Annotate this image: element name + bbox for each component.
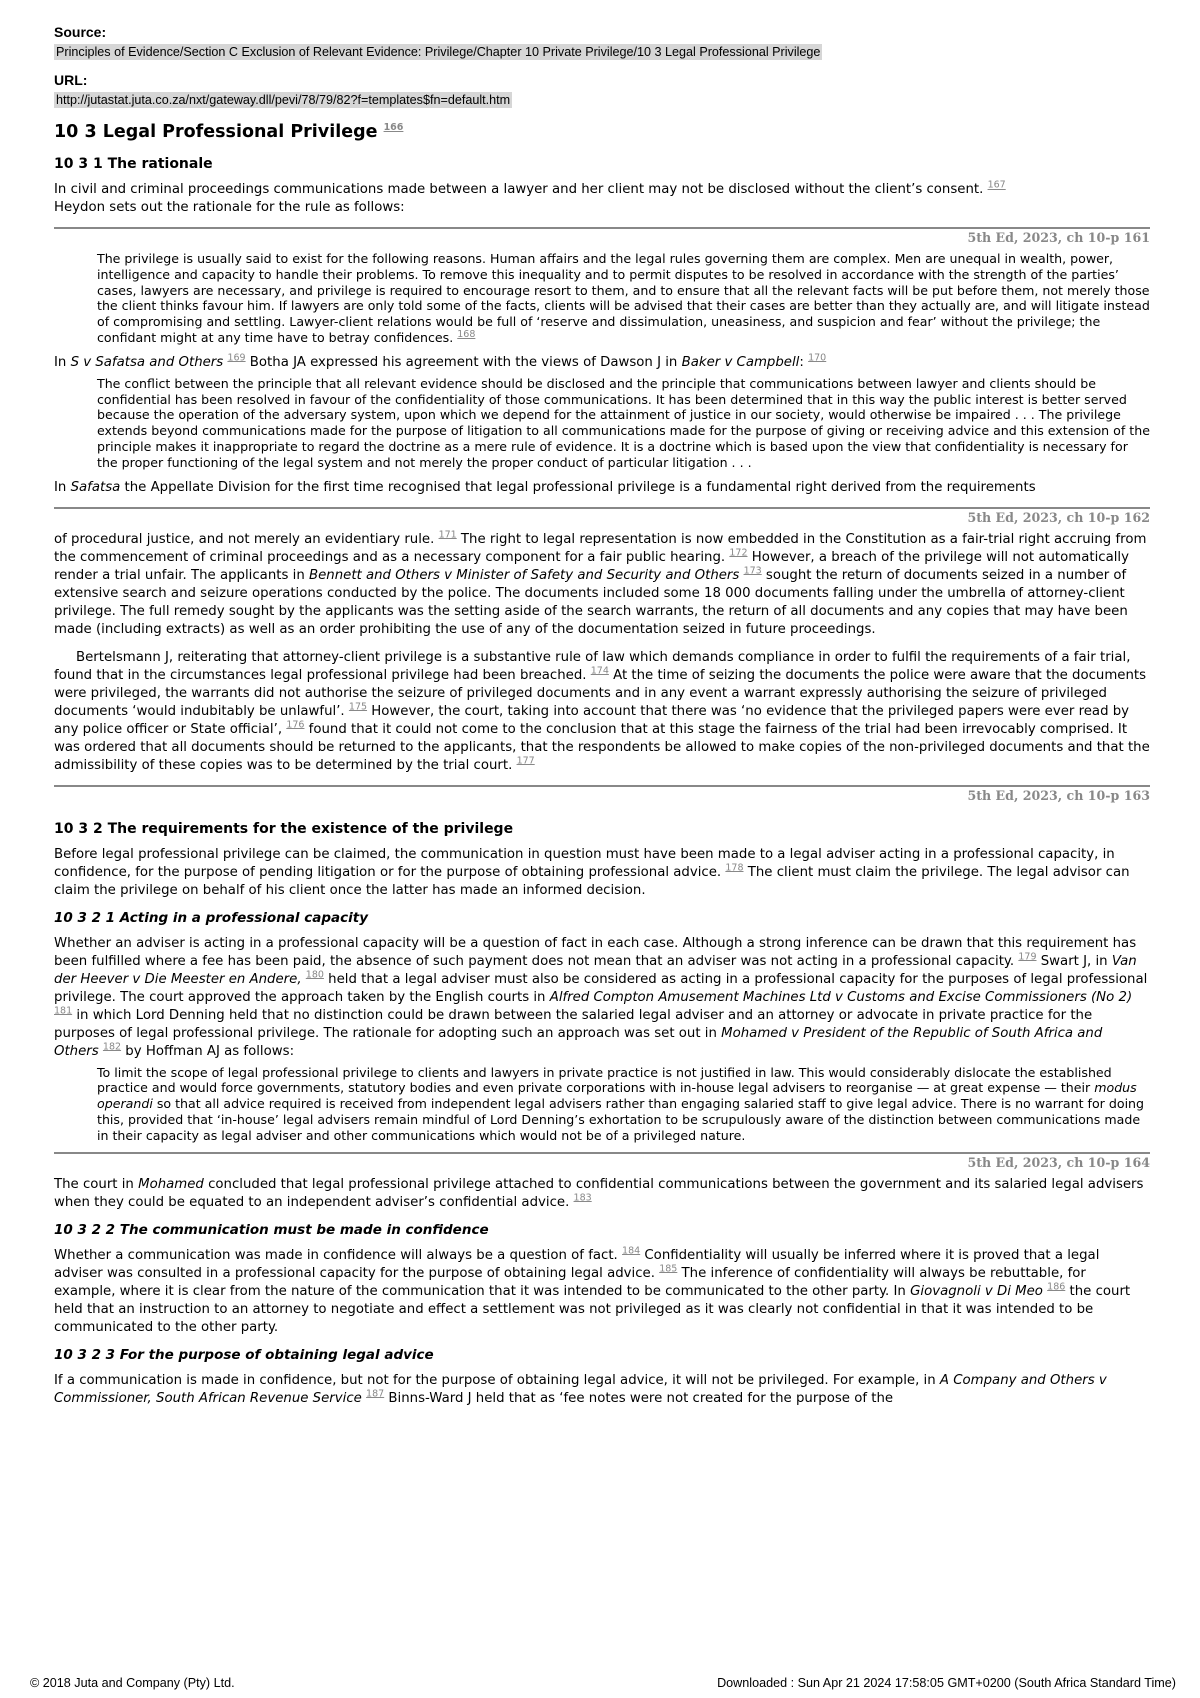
block-quote: The privilege is usually said to exist for the following reasons. Human affairs and the legal rules governing them are complex. Men are unequal in wealth, power, intelligence and capacity to handle their problems. To remove this inequality and to permit disputes to be resolved in accordance with the strength of the parties’ cases, lawyers are necessary, and privilege is required to encourage resort to them, and to ensure that all the relevant facts will be put before them, not merely those the client thinks favour him. If lawyers are only told some of the facts, clients will be advised that their cases are better than they actually are, and will litigate instead of compromising and settling. Lawyer-client relations would be full of ‘reserve and dissimulation, uneasiness, and suspicion and fear’ without the privilege; the confidant might at any time have to betray confidences. $^{168}$: [97, 251, 1150, 345]
footnote-link[interactable]: 167: [987, 179, 1006, 191]
source-label: Source:: [54, 24, 107, 40]
paragraph: If a communication is made in confidence, but not for the purpose of obtaining legal advice, it will not be privileged. For example, in A Company and Others v Commissioner, South African Revenue Service $^{187}$ Binns-Ward J held that as ‘fee notes were not created for the purpose of the: [54, 1372, 1107, 1406]
footnote-link[interactable]: 171: [438, 529, 457, 541]
footnote-link[interactable]: 184: [622, 1245, 641, 1257]
footnote-link[interactable]: 169: [227, 352, 246, 364]
page-marker: 5th Ed, 2023, ch 10-p 162: [54, 507, 1150, 525]
case-name: Mohamed v President of the Republic of South Africa and Others: [54, 1025, 1103, 1059]
case-name: Baker v Campbell: [681, 354, 800, 370]
paragraph: Before legal professional privilege can be claimed, the communication in question must have been made to a legal adviser acting in a professional capacity, in confidence, for the purpose of pending litigation or for the purpose of obtaining professional advice. $^{178}$ The client must claim the privilege. The legal advisor can claim the privilege on behalf of his client once the latter has made an informed decision.: [54, 846, 1130, 898]
copyright-notice: © 2018 Juta and Company (Pty) Ltd.: [30, 1676, 235, 1690]
download-timestamp: Downloaded : Sun Apr 21 2024 17:58:05 GMT+0200 (South Africa Standard Time): [717, 1676, 1176, 1690]
url-link[interactable]: http://jutastat.juta.co.za/nxt/gateway.dll/pevi/78/79/82?f=templates$fn=default.htm: [56, 93, 511, 107]
source-block: [54, 24, 1150, 60]
paragraph: Whether a communication was made in confidence will always be a question of fact. $^{184}$ Confidentiality will usually be inferred where it is proved that a legal adviser was consulted in a professional capacity for the purpose of obtaining legal advice. $^{185}$ The inference of confidentiality will always be rebuttable, for example, where it is clear from the nature of the communication that it was intended to be communicated to the other party. In Giovagnoli v Di Meo $^{186}$ the court held that an instruction to an attorney to negotiate and effect a settlement was not privileged as it was clearly not confidential in that it was intended to be communicated to the other party.: [54, 1245, 1131, 1335]
footnote-link[interactable]: 179: [1018, 951, 1037, 963]
subsection-heading: 10 3 2 2 The communication must be made in confidence: [54, 1221, 489, 1238]
footnote-link[interactable]: 186: [1047, 1281, 1066, 1293]
case-name: Bennett and Others v Minister of Safety and Security and Others: [308, 567, 740, 583]
footnote-link[interactable]: 166: [383, 122, 404, 134]
footnote-link[interactable]: 183: [573, 1192, 592, 1204]
case-name: Mohamed: [138, 1176, 204, 1192]
page-marker: 5th Ed, 2023, ch 10-p 163: [54, 785, 1150, 803]
footnote-link[interactable]: 177: [516, 755, 535, 767]
footnote-link[interactable]: 174: [590, 665, 609, 677]
footnote-link[interactable]: 182: [102, 1041, 122, 1053]
url-label: URL:: [54, 72, 88, 88]
footnote-link[interactable]: 168: [457, 328, 476, 340]
footnote-link[interactable]: 178: [725, 862, 744, 874]
case-name: Giovagnoli v Di Meo: [910, 1283, 1043, 1299]
block-quote: The conflict between the principle that all relevant evidence should be disclosed and the principle that communications between lawyer and clients should be confidential has been resolved in favour of the confidentiality of those communications. It has been determined that in this way the public interest is better served because the operation of the adversary system, upon which we depend for the attainment of justice in our society, would otherwise be impaired . . . The privilege extends beyond communications made for the purpose of litigation to all communications made for the purpose of giving or receiving advice and this extension of the principle makes it inappropriate to regard the doctrine as a mere rule of evidence. It is a doctrine which is based upon the view that confidentiality is necessary for the proper functioning of the legal system and not merely the proper conduct of particular litigation . . .: [97, 375, 1150, 470]
page-title: 10 3 Legal Professional Privilege $^{166}$: [54, 122, 404, 142]
footnote-link[interactable]: 176: [286, 719, 305, 731]
footnote-link[interactable]: 175: [348, 701, 368, 713]
paragraph: In civil and criminal proceedings communications made between a lawyer and her client may not be disclosed without the client’s consent. $^{167}$ Heydon sets out the rationale for the rule as follows:: [54, 179, 1006, 215]
footnote-link[interactable]: 187: [366, 1388, 385, 1400]
footnote-link[interactable]: 185: [659, 1263, 678, 1275]
section-heading: 10 3 1 The rationale: [54, 156, 213, 172]
case-name: Alfred Compton Amusement Machines Ltd v Customs and Excise Commissioners (No 2): [549, 989, 1133, 1005]
footnote-link[interactable]: 173: [743, 565, 762, 577]
footnote-link[interactable]: 170: [808, 352, 827, 364]
url-block: [54, 72, 1150, 108]
case-name: Safatsa: [70, 479, 121, 495]
case-name: Van der Heever v Die Meester en Andere,: [54, 953, 1137, 987]
page-marker: 5th Ed, 2023, ch 10-p 161: [54, 227, 1150, 245]
paragraph: Whether an adviser is acting in a professional capacity will be a question of fact in each case. Although a strong inference can be drawn that this requirement has been fulfilled where a fee has been paid, the absence of such payment does not mean that an adviser was not acting in a professional capacity. $^{179}$ Swart J, in Van der Heever v Die Meester en Andere, $^{180}$ held that a legal adviser must also be considered as acting in a professional capacity for the purposes of legal professional privilege. The court approved the approach taken by the English courts in Alfred Compton Amusement Machines Ltd v Customs and Excise Commissioners (No 2) $^{181}$ in which Lord Denning held that no distinction could be drawn between the salaried legal adviser and an attorney or advocate in private practice for the purposes of legal professional privilege. The rationale for adopting such an approach was set out in Mohamed v President of the Republic of South Africa and Others $^{182}$ by Hoffman AJ as follows:: [54, 935, 1148, 1059]
block-quote: To limit the scope of legal professional privilege to clients and lawyers in private practice is not justified in law. This would considerably dislocate the established practice and would force governments, statutory bodies and even private corporations with in-house legal advisers to reorganise — at great expense — their modus operandi so that all advice required is received from independent legal advisers rather than engaging salaried staff to give legal advice. There is no warrant for doing this, provided that ‘in-house’ legal advisers remain mindful of Lord Denning’s exhortation to be scrupulously aware of the distinction between communications made in their capacity as legal adviser and other communications which would not be of a privileged nature.: [97, 1064, 1145, 1143]
paragraph: The court in Mohamed concluded that legal professional privilege attached to confidential communications between the government and its salaried legal advisers when they could be equated to an independent adviser’s confidential advice. $^{183}$: [54, 1176, 1144, 1210]
paragraph: Bertelsmann J, reiterating that attorney-client privilege is a substantive rule of law which demands compliance in order to fulfil the requirements of a fair trial, found that in the circumstances legal professional privilege had been breached. $^{174}$ At the time of seizing the documents the police were aware that the documents were privileged, the warrants did not authorise the seizure of privileged documents and in any event a warrant expressly authorising the seizure of privileged documents ‘would indubitably be unlawful’. $^{175}$ However, the court, taking into account that there was ‘no evidence that the privileged papers were ever read by any police officer or State official’, $^{176}$ found that it could not come to the conclusion that at this stage the fairness of the trial had been irrevocably comprised. It was ordered that all documents should be returned to the applicants, that the respondents be allowed to make copies of the non-privileged documents and that the admissibility of these copies was to be determined by the trial court. $^{177}$: [54, 649, 1150, 773]
paragraph: of procedural justice, and not merely an evidentiary rule. $^{171}$ The right to legal representation is now embedded in the Constitution as a fair-trial right accruing from the commencement of criminal proceedings and as a necessary component for a fair public hearing. $^{172}$ However, a breach of the privilege will not automatically render a trial unfair. The applicants in Bennett and Others v Minister of Safety and Security and Others $^{173}$ sought the return of documents seized in a number of extensive search and seizure operations conducted by the police. The documents included some 18 000 documents falling under the umbrella of attorney-client privilege. The full remedy sought by the applicants was the setting aside of the search warrants, the return of all documents and any copies that may have been made (including extracts) as well as an order prohibiting the use of any of the documentation seized in future proceedings.: [54, 529, 1147, 637]
subsection-heading: 10 3 2 1 Acting in a professional capacity: [54, 909, 369, 926]
page-marker: 5th Ed, 2023, ch 10-p 164: [54, 1152, 1150, 1170]
footnote-link[interactable]: 180: [305, 969, 324, 981]
footnote-link[interactable]: 181: [54, 1005, 73, 1017]
document-page: [54, 24, 1150, 1418]
section-heading: 10 3 2 The requirements for the existence of the privilege: [54, 820, 514, 837]
footnote-link[interactable]: 172: [729, 547, 748, 559]
case-name: S v Safatsa and Others: [70, 354, 224, 370]
source-path: Principles of Evidence/Section C Exclusion of Relevant Evidence: Privilege/Chapter 10 Private Privilege/10 3 Legal Professional Privilege: [56, 45, 821, 59]
subsection-heading: 10 3 2 3 For the purpose of obtaining legal advice: [54, 1346, 434, 1363]
paragraph: In S v Safatsa and Others $^{169}$ Botha JA expressed his agreement with the views of Dawson J in Baker v Campbell: $^{170}$: [54, 352, 827, 370]
case-name: A Company and Others v Commissioner, South African Revenue Service: [54, 1372, 1107, 1406]
paragraph: In Safatsa the Appellate Division for the first time recognised that legal professional privilege is a fundamental right derived from the requirements: [54, 479, 1036, 495]
